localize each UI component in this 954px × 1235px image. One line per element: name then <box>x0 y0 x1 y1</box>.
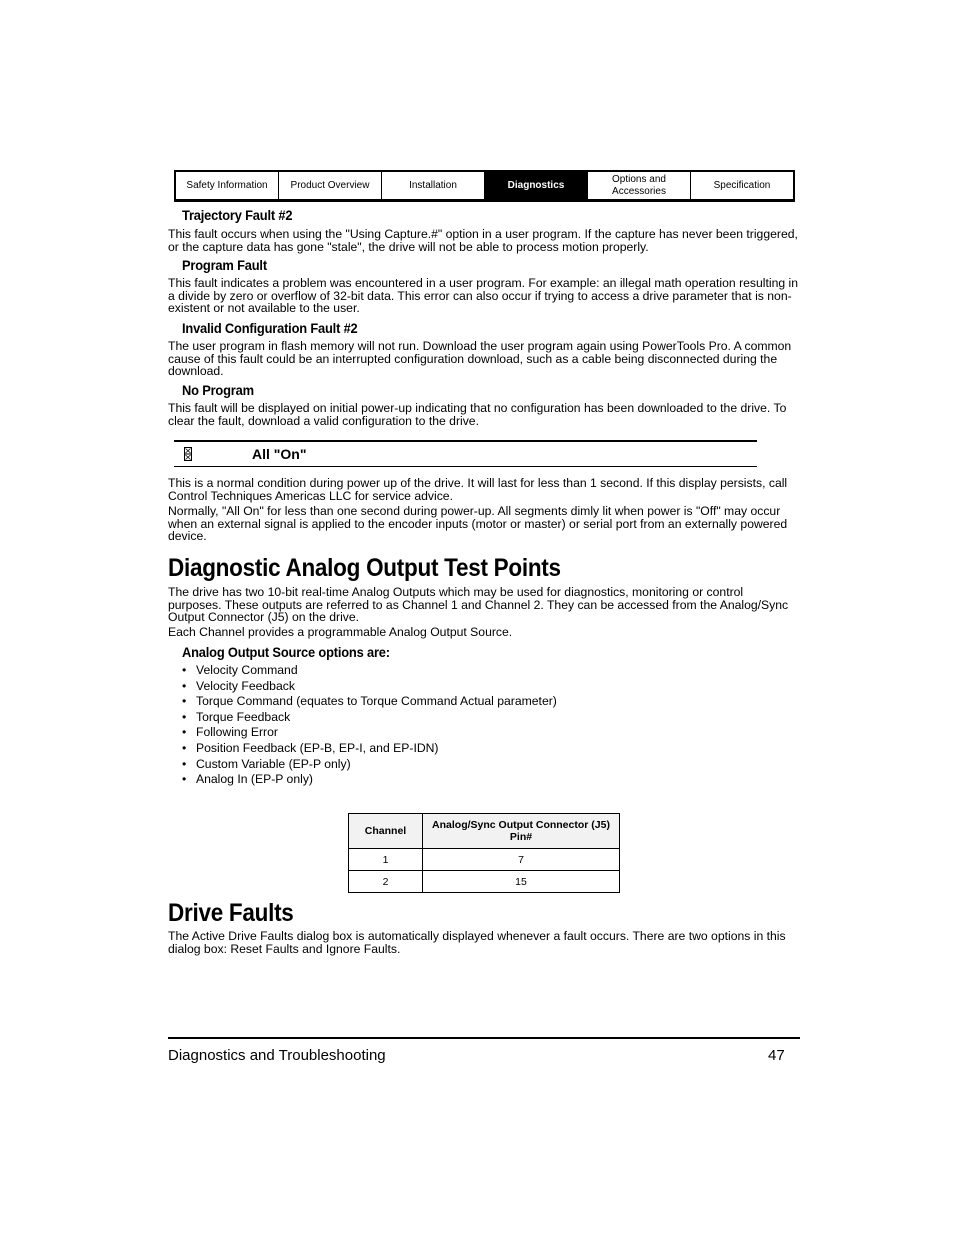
connector-pin-column-header: Analog/Sync Output Connector (J5) Pin# <box>423 814 620 849</box>
list-item: • Position Feedback (EP-B, EP-I, and EP-IDN) <box>182 740 439 755</box>
tab-installation[interactable]: Installation <box>382 172 485 199</box>
analog-options-heading: Analog Output Source options are: <box>182 644 390 660</box>
list-item: • Velocity Feedback <box>182 678 295 693</box>
tab-options-and-accessories[interactable]: Options and Accessories <box>588 172 691 199</box>
table-cell: 7 <box>423 849 620 871</box>
footer-rule <box>168 1037 800 1039</box>
list-item: • Velocity Command <box>182 663 298 677</box>
drive-faults-text: The Active Drive Faults dialog box is automatically displayed whenever a fault occurs. There are two options in this dialog box: Reset Faults and Ignore Faults. <box>168 929 786 956</box>
all-on-text-2: Normally, "All On" for less than one second during power-up. All segments dimly lit when power is "Off" may occur when an external signal is applied to the encoder inputs (motor or master) or serial port from an externally powered device. <box>168 504 788 544</box>
table-row <box>349 871 620 893</box>
no-program-text: This fault will be displayed on initial power-up indicating that no configuration has been downloaded to the drive. To clear the fault, download a valid configuration to the drive. <box>168 401 787 428</box>
no-program-heading: No Program <box>182 382 254 398</box>
analog-options-list <box>182 663 557 788</box>
trajectory-fault-heading: Trajectory Fault #2 <box>182 207 293 223</box>
table-header-row <box>349 814 620 849</box>
program-fault-heading: Program Fault <box>182 257 267 273</box>
seven-segment-all-on-icon <box>184 447 192 461</box>
list-item: • Following Error <box>182 725 278 740</box>
program-fault-text: This fault indicates a problem was encountered in a user program. For example: an illegal math operation resulting in a divide by zero or overflow of 32-bit data. This error can also occur if trying to access a drive parameter that is non-existent or not available to the user. <box>168 276 799 316</box>
all-on-text-1: This is a normal condition during power up of the drive. It will last for less than 1 second. If this display persists, call Control Techniques Americas LLC for service advice. <box>168 476 788 503</box>
list-item: • Custom Variable (EP-P only) <box>182 756 351 771</box>
list-item: • Torque Feedback <box>182 709 291 724</box>
all-on-label: All "On" <box>252 446 307 462</box>
footer-section-title: Diagnostics and Troubleshooting <box>168 1047 386 1064</box>
tab-specification[interactable]: Specification <box>713 179 771 191</box>
channel-pin-table <box>348 813 620 893</box>
table-row <box>349 849 620 871</box>
tab-product-overview[interactable]: Product Overview <box>279 172 382 199</box>
invalid-config-heading: Invalid Configuration Fault #2 <box>182 320 358 336</box>
table-cell: 15 <box>423 871 620 893</box>
section-nav-tabs <box>174 170 795 202</box>
tab-safety-information[interactable]: Safety Information <box>176 172 279 199</box>
analog-output-text-2: Each Channel provides a programmable Analog Output Source. <box>168 625 513 639</box>
list-item: • Torque Command (equates to Torque Command Actual parameter) <box>182 694 557 709</box>
all-on-top-rule <box>174 440 757 442</box>
analog-output-title: Diagnostic Analog Output Test Points <box>168 554 561 582</box>
drive-faults-title: Drive Faults <box>168 899 294 927</box>
trajectory-fault-text: This fault occurs when using the "Using Capture.#" option in a user program. If the capture has never been triggered, or the capture data has gone "stale", the drive will not be able to process motion properly. <box>168 227 798 254</box>
table-cell: 1 <box>349 849 423 871</box>
list-item: • Analog In (EP-P only) <box>182 772 313 787</box>
channel-column-header: Channel <box>349 814 423 849</box>
analog-output-text-1: The drive has two 10-bit real-time Analog Outputs which may be used for diagnostics, monitoring or control purposes. These outputs are referred to as Channel 1 and Channel 2. They can be accessed from the Analog/Sync Output Connector (J5) on the drive. <box>168 585 789 625</box>
all-on-bottom-rule <box>174 466 757 467</box>
invalid-config-text: The user program in flash memory will not run. Download the user program again using PowerTools Pro. A common cause of this fault could be an interrupted configuration download, such as a cable being disconnected during the download. <box>168 339 792 379</box>
page-number: 47 <box>768 1047 785 1064</box>
tab-diagnostics[interactable]: Diagnostics <box>485 172 588 199</box>
table-cell: 2 <box>349 871 423 893</box>
